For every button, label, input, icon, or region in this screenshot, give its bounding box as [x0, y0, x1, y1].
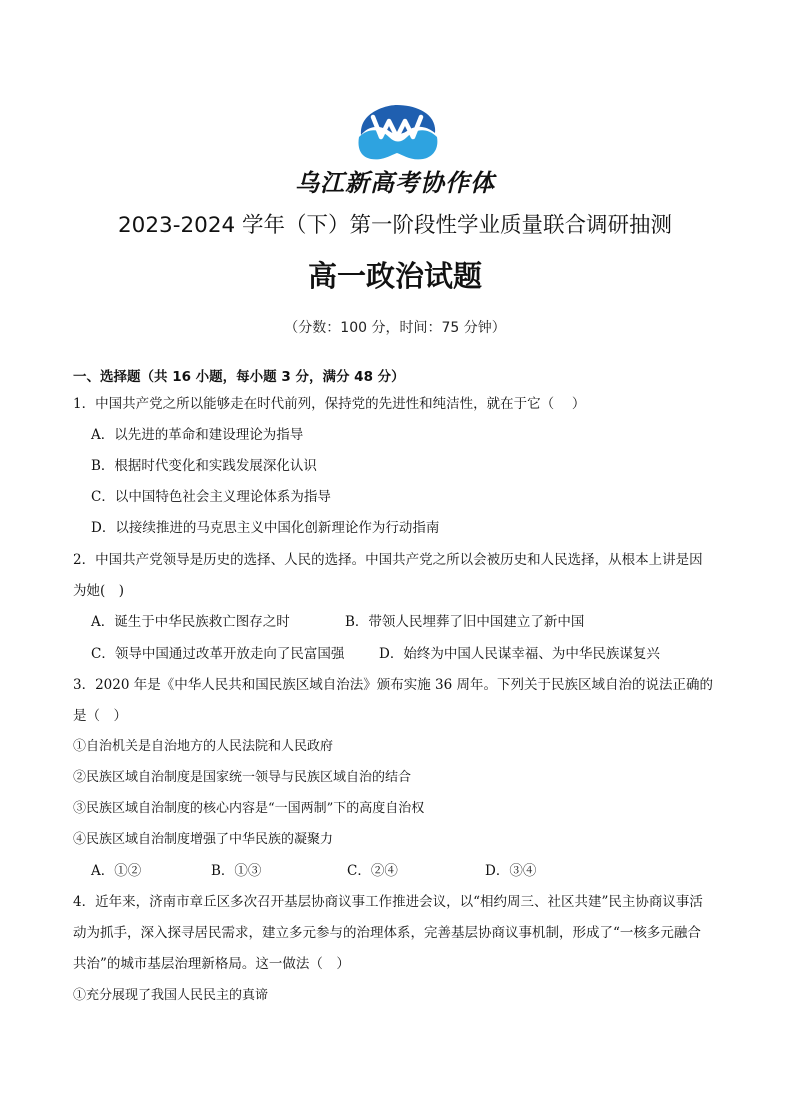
question-1-stem: 1．中国共产党之所以能够走在时代前列，保持党的先进性和纯洁性，就在于它（ ） [73, 396, 586, 412]
question-4-stem-line-2: 动为抓手，深入探寻居民需求，建立多元参与的治理体系，完善基层协商议事机制，形成了“一核多元融合 [73, 925, 701, 941]
question-3-stem-line-2: 是（ ） [73, 708, 127, 724]
question-1-option-c: C．以中国特色社会主义理论体系为指导 [91, 489, 331, 505]
subject-title: 高一政治试题 [307, 259, 482, 293]
question-4-stem-line-3: 共治”的城市基层治理新格局。这一做法（ ） [73, 956, 350, 972]
question-3-option-d: D．③④ [485, 863, 537, 879]
organization-name: 乌江新高考协作体 [295, 169, 495, 197]
question-2-stem-line-2: 为她( ) [73, 583, 125, 599]
exam-title: 2023-2024 学年（下）第一阶段性学业质量联合调研抽测 [117, 213, 673, 238]
question-3-option-c: C．②④ [347, 863, 398, 879]
question-2-option-b: B．带领人民埋葬了旧中国建立了新中国 [345, 614, 585, 630]
question-2-stem-line-1: 2．中国共产党领导是历史的选择、人民的选择。中国共产党之所以会被历史和人民选择，从根本上讲是因 [73, 552, 703, 568]
question-1-option-b: B．根据时代变化和实践发展深化认识 [91, 458, 317, 474]
question-3-option-a: A．①② [91, 863, 142, 879]
question-1-option-a: A．以先进的革命和建设理论为指导 [91, 427, 304, 443]
question-4-stem-line-1: 4．近年来，济南市章丘区多次召开基层协商议事工作推进会议，以“相约周三、社区共建”民主协商议事活 [73, 894, 703, 910]
question-3-stem-line-1: 3．2020 年是《中华人民共和国民族区域自治法》颁布实施 36 周年。下列关于民族区域自治的说法正确的 [73, 677, 713, 693]
score-time-info: （分数：100 分，时间：75 分钟） [284, 320, 506, 336]
question-3-statement-4: ④民族区域自治制度增强了中华民族的凝聚力 [73, 832, 334, 847]
organization-logo [355, 103, 440, 161]
question-3-statement-3: ③民族区域自治制度的核心内容是“一国两制”下的高度自治权 [73, 801, 425, 816]
question-3-option-b: B．①③ [211, 863, 262, 879]
question-3-statement-2: ②民族区域自治制度是国家统一领导与民族区域自治的结合 [73, 770, 412, 785]
question-1-option-d: D．以接续推进的马克思主义中国化创新理论作为行动指南 [91, 520, 440, 536]
question-4-statement-1: ①充分展现了我国人民民主的真谛 [73, 988, 269, 1003]
section-heading: 一、选择题（共 16 小题，每小题 3 分，满分 48 分） [73, 369, 405, 385]
question-2-option-d: D．始终为中国人民谋幸福、为中华民族谋复兴 [379, 646, 660, 662]
question-2-option-c: C．领导中国通过改革开放走向了民富国强 [91, 646, 345, 662]
question-2-option-a: A．诞生于中华民族救亡图存之时 [91, 614, 290, 630]
question-3-statement-1: ①自治机关是自治地方的人民法院和人民政府 [73, 739, 334, 754]
